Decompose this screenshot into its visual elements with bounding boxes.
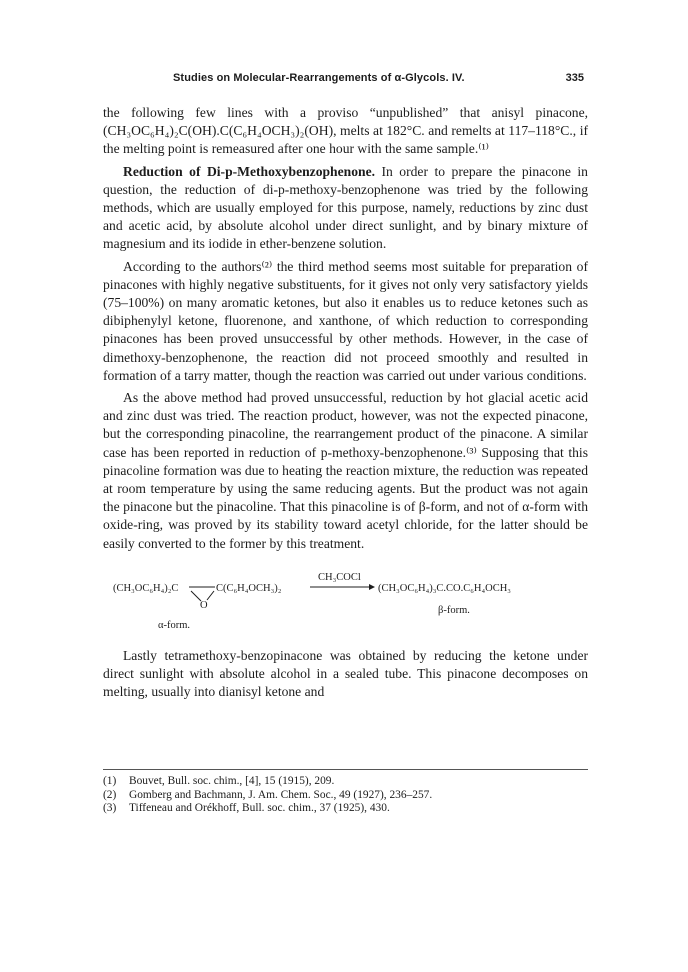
c-o-bond-right	[207, 591, 214, 600]
reagent: CH₃COCl	[318, 571, 361, 583]
footnote-text: Bouvet, Bull. soc. chim., [4], 15 (1915), 209.	[129, 775, 335, 787]
section-title: Reduction of Di-p-Methoxybenzophenone.	[123, 163, 375, 179]
paragraph-2-text: In order to prepare the pinacone in question, the reduction of di-p-methoxy-benzophenone was tried by the following methods, which are usually employed for this purpose, namely, reductions by zinc dust and acetic acid, by absolute alcohol under direct sunlight, and by binary mixture of magnesium and its iodide in ether-benzene solution.	[103, 163, 588, 252]
paragraph-4: As the above method had proved unsuccessful, reduction by hot glacial acetic acid and zinc dust was tried. The reaction product, however, was not the expected pinacone, but the corresponding pinacoline, the rearrangement product of the pinacone. A similar case has been reported in reduction of p-methoxy-benzophenone.⁽³⁾ Supposing that this pinacoline formation was due to heating the reaction mixture, the reduction was repeated at room temperature by using the same reducing agents. But the product was not again the pinacone but the pinacoline. That this pinacoline is of β-form, and not of α-form with oxide-ring, was proved by its stability toward acetyl chloride, for the latter should be easily converted to the former by this treatment.	[103, 390, 588, 551]
product-label: β-form.	[438, 604, 470, 616]
paragraph-3: According to the authors⁽²⁾ the third method seems most suitable for preparation of pinacones with highly negative substituents, for it gives not only very satisfactory yields (75–100%) on many aromatic ketones, but also it enables us to reduce ketones such as dibiphenylyl ketone, fluorenone, and xanthone, of which reduction to corresponding pinacones has been proved unsuccessful by other methods. However, in the case of dimethoxy-benzophenone, the reaction did not proceed smoothly and resulted in formation of a tarry matter, though the reaction was carried out under various conditions.	[103, 258, 588, 383]
footnotes	[103, 769, 588, 816]
paragraph-2	[103, 163, 588, 254]
paragraph-5: Lastly tetramethoxy-benzopinacone was obtained by reducing the ketone under direct sunlight with absolute alcohol in a sealed tube. This pinacone decomposes on melting, usually into dianisyl ketone and	[103, 647, 588, 700]
oxide-oxygen: O	[200, 599, 208, 611]
footnote-number: (1)	[103, 775, 117, 787]
footnote-text: Tiffeneau and Orékhoff, Bull. soc. chim., 37 (1925), 430.	[129, 802, 390, 814]
footnote-text: Gomberg and Bachmann, J. Am. Chem. Soc., 49 (1927), 236–257.	[129, 788, 433, 801]
running-title: Studies on Molecular-Rearrangements of α-Glycols. IV.	[173, 72, 465, 84]
footnote	[103, 802, 588, 816]
arrow-head	[369, 584, 375, 590]
page-number: 335	[565, 72, 584, 84]
footnote	[103, 789, 588, 803]
reactant-label: α-form.	[158, 619, 191, 631]
footnote-number: (3)	[103, 802, 117, 814]
paragraph-1: the following few lines with a proviso “unpublished” that anisyl pinacone, (CH₃OC₆H₄)₂C(OH).C(C₆H₄OCH₃)₂(OH), melts at 182°C. and remelts at 117–118°C., if the melting point is remeasured after one hour with the same sample.⁽¹⁾	[103, 105, 588, 157]
running-header	[103, 72, 588, 88]
body-text	[103, 104, 588, 701]
reaction-scheme	[103, 567, 588, 633]
footnote	[103, 775, 588, 789]
footnote-number: (2)	[103, 788, 117, 801]
reactant-left: (CH₃OC₆H₄)₂C	[113, 582, 179, 594]
product: (CH₃OC₆H₄)₃C.CO.C₆H₄OCH₃	[378, 582, 511, 594]
reactant-right: C(C₆H₄OCH₃)₂	[216, 582, 282, 594]
